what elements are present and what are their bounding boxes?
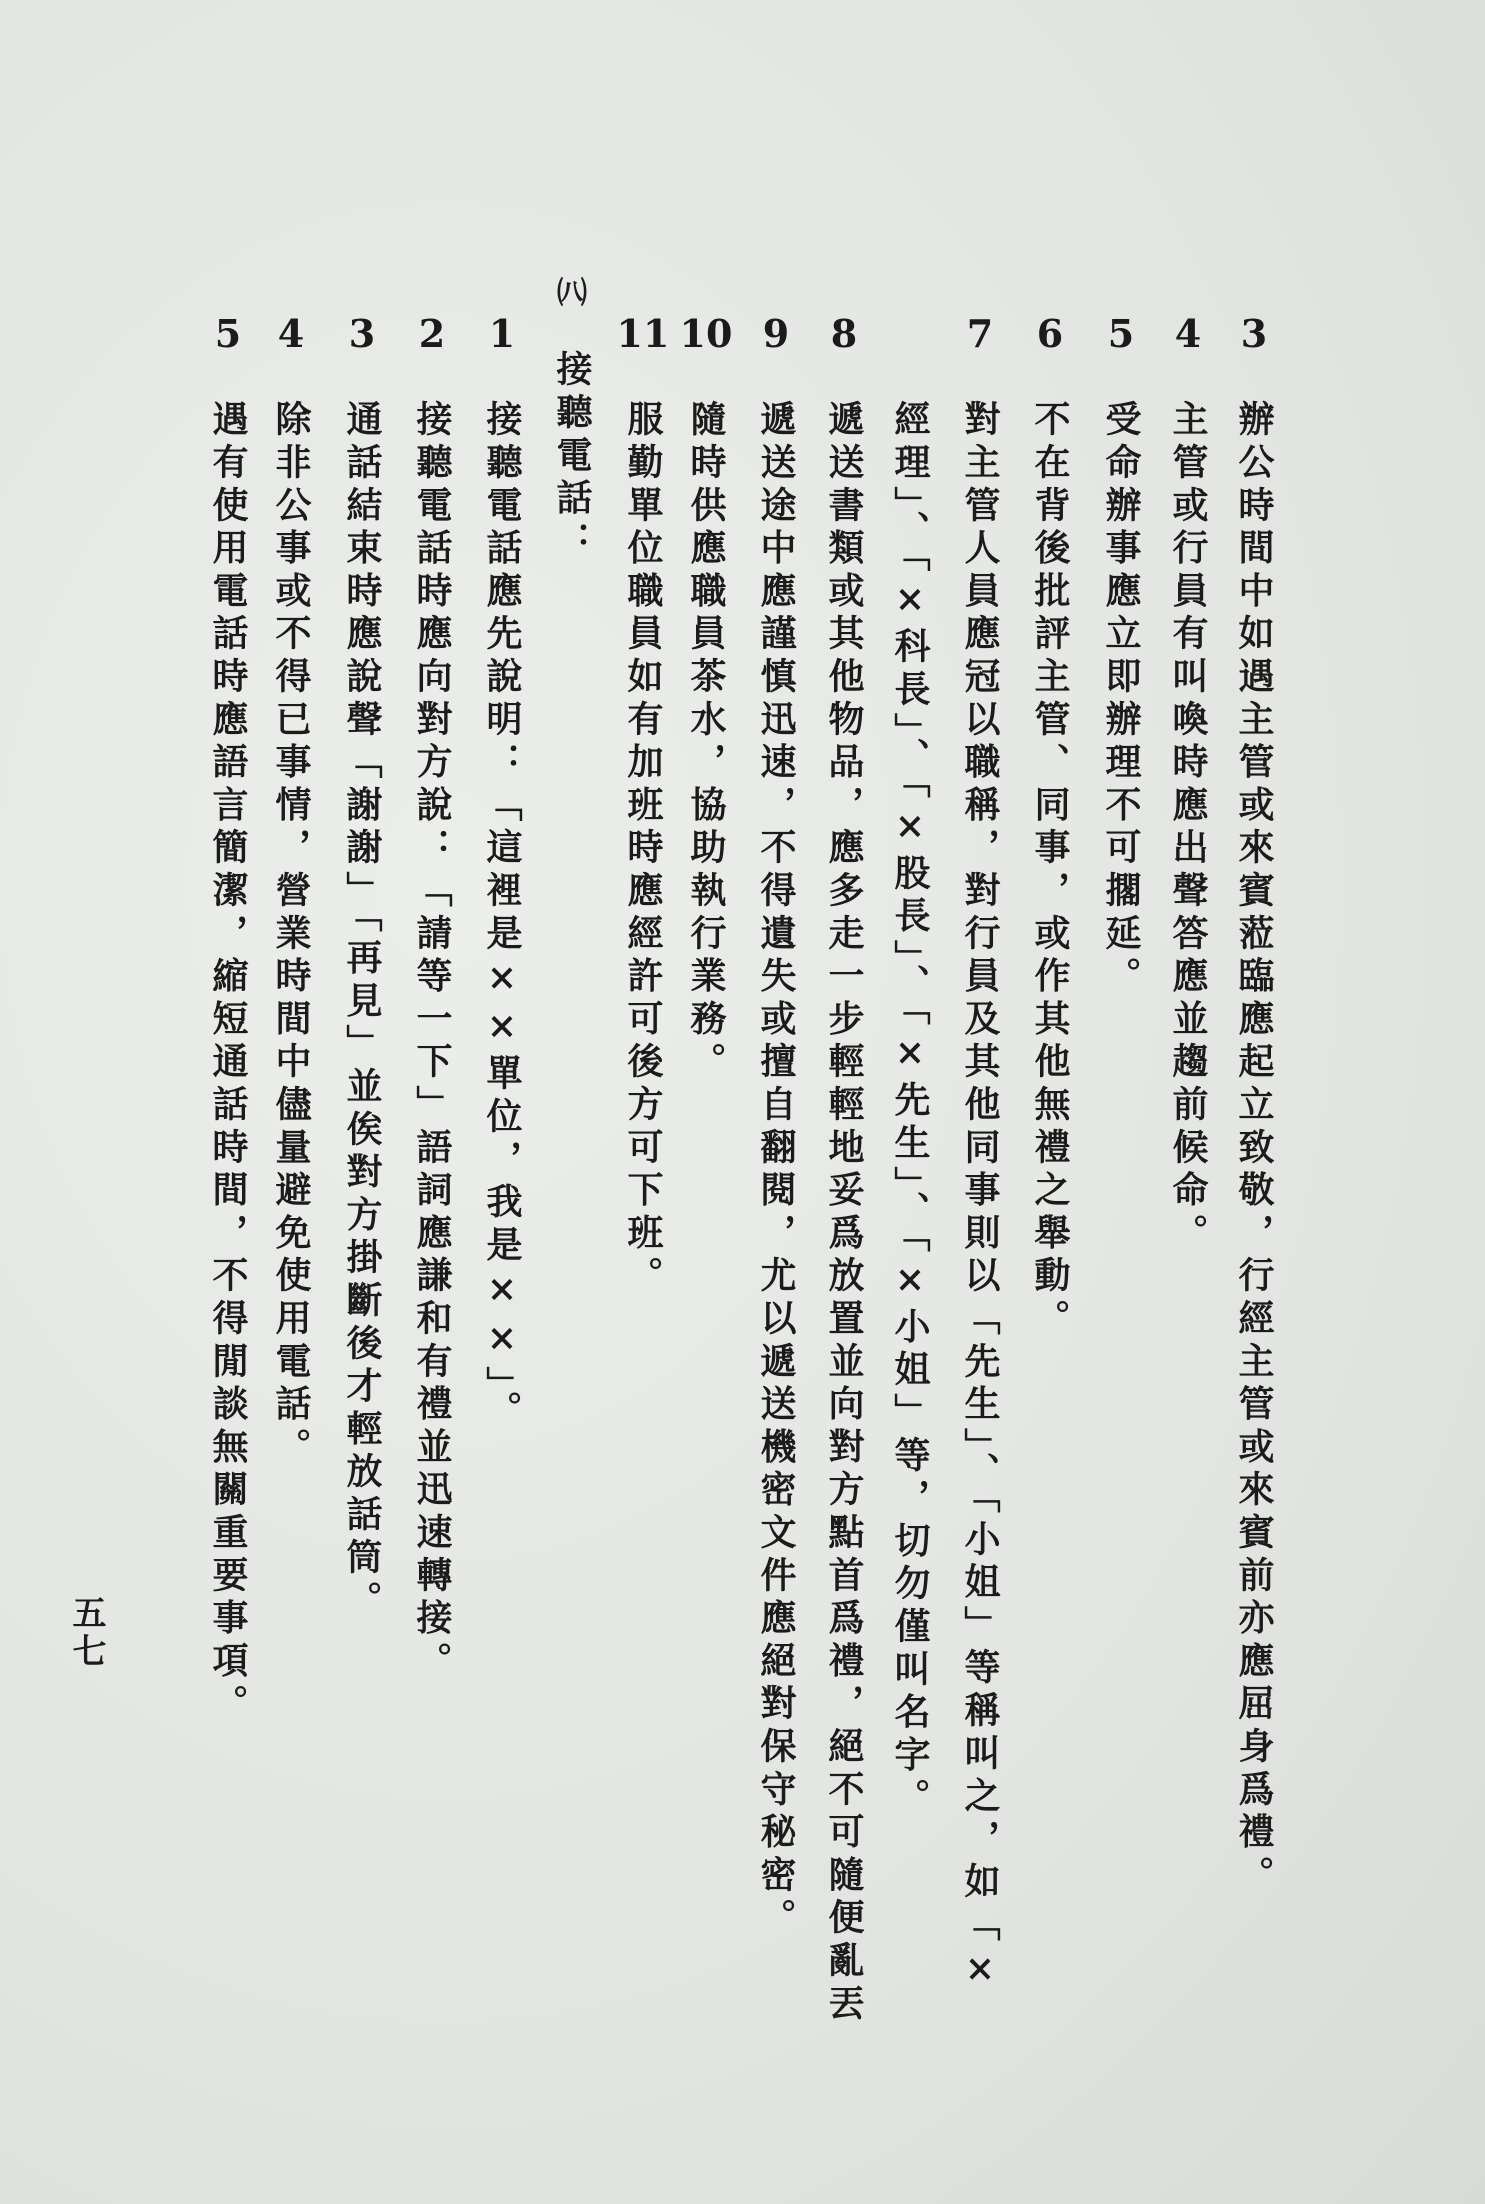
section-marker: ㈧ xyxy=(557,276,587,311)
item-10-text: 隨時供應職員茶水，協助執行業務。 xyxy=(685,400,727,1085)
sec-item-2-text: 接聽電話時應向對方說：「請等一下」語詞應謙和有禮並迅速轉接。 xyxy=(411,400,453,1684)
num-11: 11 xyxy=(616,311,670,356)
item-5-text: 受命辦事應立即辦理不可擱延。 xyxy=(1100,400,1142,1000)
num-5: 5 xyxy=(1107,311,1135,356)
sec-item-3-text: 通話結束時應說聲「謝謝」「再見」並俟對方掛斷後才輕放話筒。 xyxy=(341,400,383,1624)
item-7-text: 對主管人員應冠以職稱，對行員及其他同事則以「先生」、「小姐」等稱叫之，如「× xyxy=(959,400,1001,1997)
item-8-text: 遞送書類或其他物品，應多走一步輕輕地妥爲放置並向對方點首爲禮，絕不可隨便亂丟 xyxy=(823,400,865,2027)
num-8: 8 xyxy=(830,311,858,356)
item-9-text: 遞送途中應謹慎迅速，不得遺失或擅自翻閱，尤以遞送機密文件應絕對保守秘密。 xyxy=(755,400,797,1941)
num-10: 10 xyxy=(679,311,733,356)
num-6: 6 xyxy=(1036,311,1064,356)
sec-num-5: 5 xyxy=(214,311,242,356)
sec-item-1-text: 接聽電話應先說明：「這裡是××單位，我是××」。 xyxy=(481,400,523,1434)
item-7-text-cont: 經理」、「×科長」、「×股長」、「×先生」、「×小姐」等，切勿僅叫名字。 xyxy=(889,400,931,1821)
num-4: 4 xyxy=(1174,311,1202,356)
sec-num-1: 1 xyxy=(488,311,516,356)
item-4-text: 主管或行員有叫喚時應出聲答應並趨前候命。 xyxy=(1167,400,1209,1256)
item-3-text: 辦公時間中如遇主管或來賓蒞臨應起立致敬，行經主管或來賓前亦應屈身爲禮。 xyxy=(1233,400,1275,1898)
item-6-text: 不在背後批評主管、同事，或作其他無禮之舉動。 xyxy=(1029,400,1071,1342)
page-number: 五七 xyxy=(66,1595,106,1671)
item-11-text: 服勤單位職員如有加班時應經許可後方可下班。 xyxy=(622,400,664,1299)
sec-num-2: 2 xyxy=(418,311,446,356)
num-3: 3 xyxy=(1240,311,1268,356)
sec-num-4: 4 xyxy=(277,311,305,356)
num-7: 7 xyxy=(966,311,994,356)
num-9: 9 xyxy=(762,311,790,356)
sec-num-3: 3 xyxy=(348,311,376,356)
sec-item-4-text: 除非公事或不得已事情，營業時間中儘量避免使用電話。 xyxy=(270,400,312,1470)
sec-item-5-text: 遇有使用電話時應語言簡潔，縮短通話時間，不得閒談無關重要事項。 xyxy=(207,400,249,1727)
section-title: 接聽電話： xyxy=(551,350,593,564)
